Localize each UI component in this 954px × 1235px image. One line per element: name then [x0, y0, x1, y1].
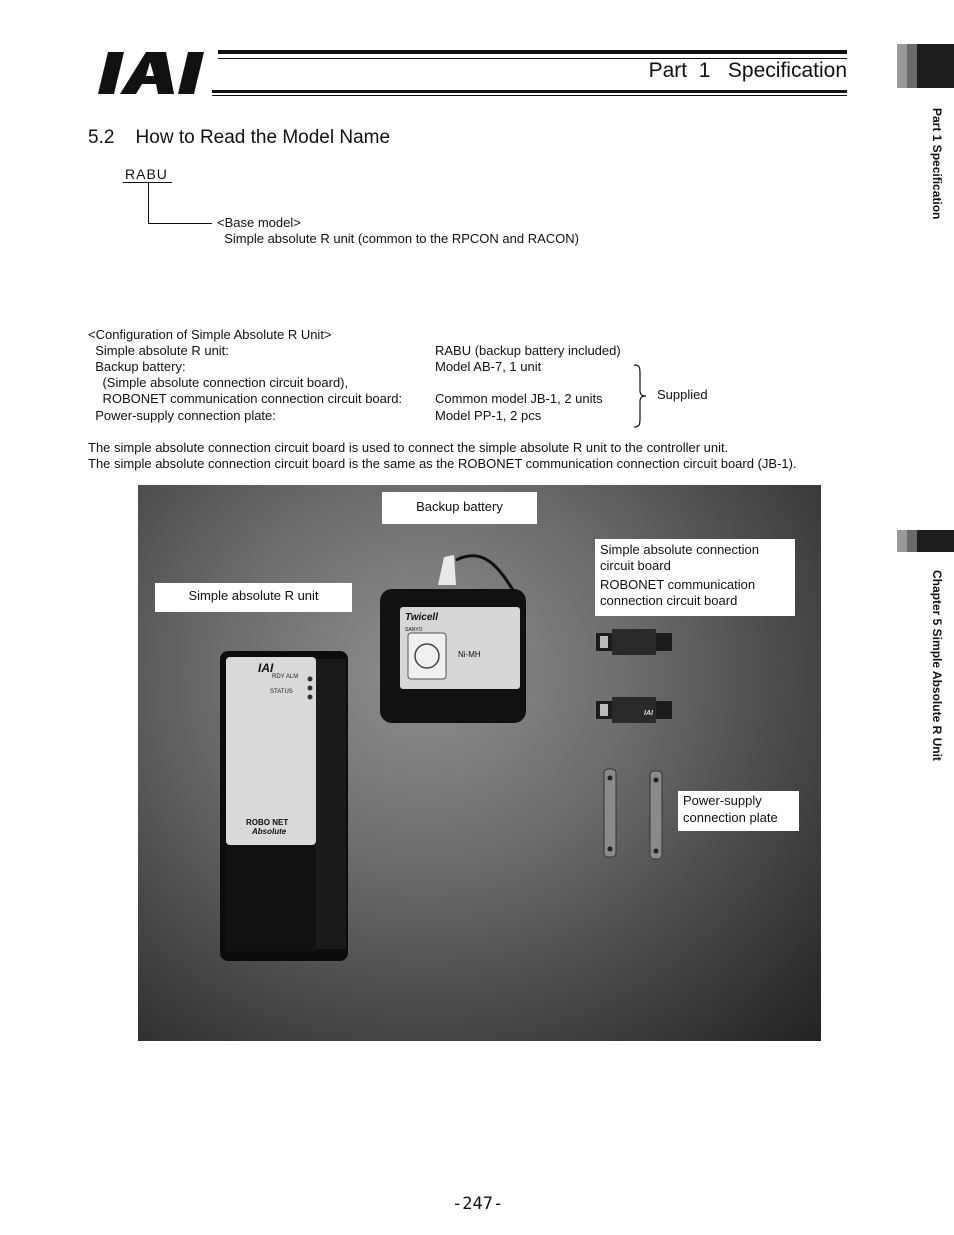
tree-line-vertical	[148, 183, 149, 224]
battery-maker: SANYO	[405, 627, 423, 633]
config-row-right: Model AB-7, 1 unit	[435, 359, 542, 374]
config-row-right: RABU (backup battery included)	[435, 343, 621, 358]
iai-logo	[96, 50, 212, 96]
config-row-left: ROBONET communication connection circuit board:	[88, 391, 403, 406]
config-row-left: Simple absolute R unit:	[88, 343, 229, 358]
unit-led-label: RDY ALM	[272, 674, 299, 680]
header-rule-bottom	[212, 90, 847, 93]
note-line: The simple absolute connection circuit board is the same as the ROBONET communication connection circuit board (JB-1).	[88, 456, 797, 471]
chapter-tab	[897, 530, 954, 552]
header-title: Part 1 Specification	[648, 59, 847, 82]
supplied-brace-icon	[632, 364, 654, 428]
page-number: -247-	[452, 1194, 504, 1214]
label-line: connection circuit board	[600, 593, 738, 608]
header-rule-bottom-thin	[212, 95, 847, 96]
board-brand: IAI	[644, 710, 653, 717]
base-model-label: <Base model>	[217, 215, 301, 230]
iai-logo-icon	[96, 50, 212, 96]
supplied-label: Supplied	[657, 387, 708, 402]
base-model-desc: Simple absolute R unit (common to the RPCON and RACON)	[217, 231, 579, 246]
tree-line-horizontal	[148, 223, 212, 224]
unit-brand: IAI	[258, 661, 274, 675]
circuit-board-image	[596, 629, 672, 723]
unit-name: ROBO NET	[246, 818, 289, 827]
label-line: Simple absolute connection	[600, 542, 759, 557]
battery-image	[380, 555, 526, 723]
label-line: ROBONET communication	[600, 577, 756, 592]
components-photo	[138, 485, 821, 1041]
side-part-label: Part 1 Specification	[930, 108, 944, 220]
model-code: RABU	[125, 166, 168, 182]
unit-name-sub: Absolute	[252, 827, 287, 836]
unit-led-label: STATUS	[270, 689, 293, 695]
power-plate-label	[678, 791, 799, 831]
config-row-left: Backup battery:	[88, 359, 186, 374]
header-rule	[218, 50, 847, 54]
part-tab	[897, 44, 954, 88]
r-unit-image	[220, 651, 348, 961]
battery-label: Backup battery	[382, 492, 537, 524]
label-line: connection plate	[683, 810, 778, 825]
r-unit-label: Simple absolute R unit	[155, 583, 352, 612]
side-chapter-label: Chapter 5 Simple Absolute R Unit	[930, 570, 944, 761]
config-row-right: Model PP-1, 2 pcs	[435, 408, 542, 423]
section-title: 5.2 How to Read the Model Name	[88, 127, 391, 148]
label-line: circuit board	[600, 558, 671, 573]
battery-chemistry: Ni-MH	[458, 650, 481, 659]
config-row-left: (Simple absolute connection circuit board),	[88, 375, 349, 390]
config-heading: <Configuration of Simple Absolute R Unit>	[88, 327, 332, 342]
battery-brand: Twicell	[405, 612, 438, 623]
label-line: Power-supply	[683, 793, 762, 808]
note-line: The simple absolute connection circuit board is used to connect the simple absolute R unit to the controller unit.	[88, 440, 729, 455]
circuit-board-label	[595, 539, 795, 616]
power-plate-image	[604, 769, 662, 859]
config-row-right: Common model JB-1, 2 units	[435, 391, 603, 406]
config-row-left: Power-supply connection plate:	[88, 408, 276, 423]
